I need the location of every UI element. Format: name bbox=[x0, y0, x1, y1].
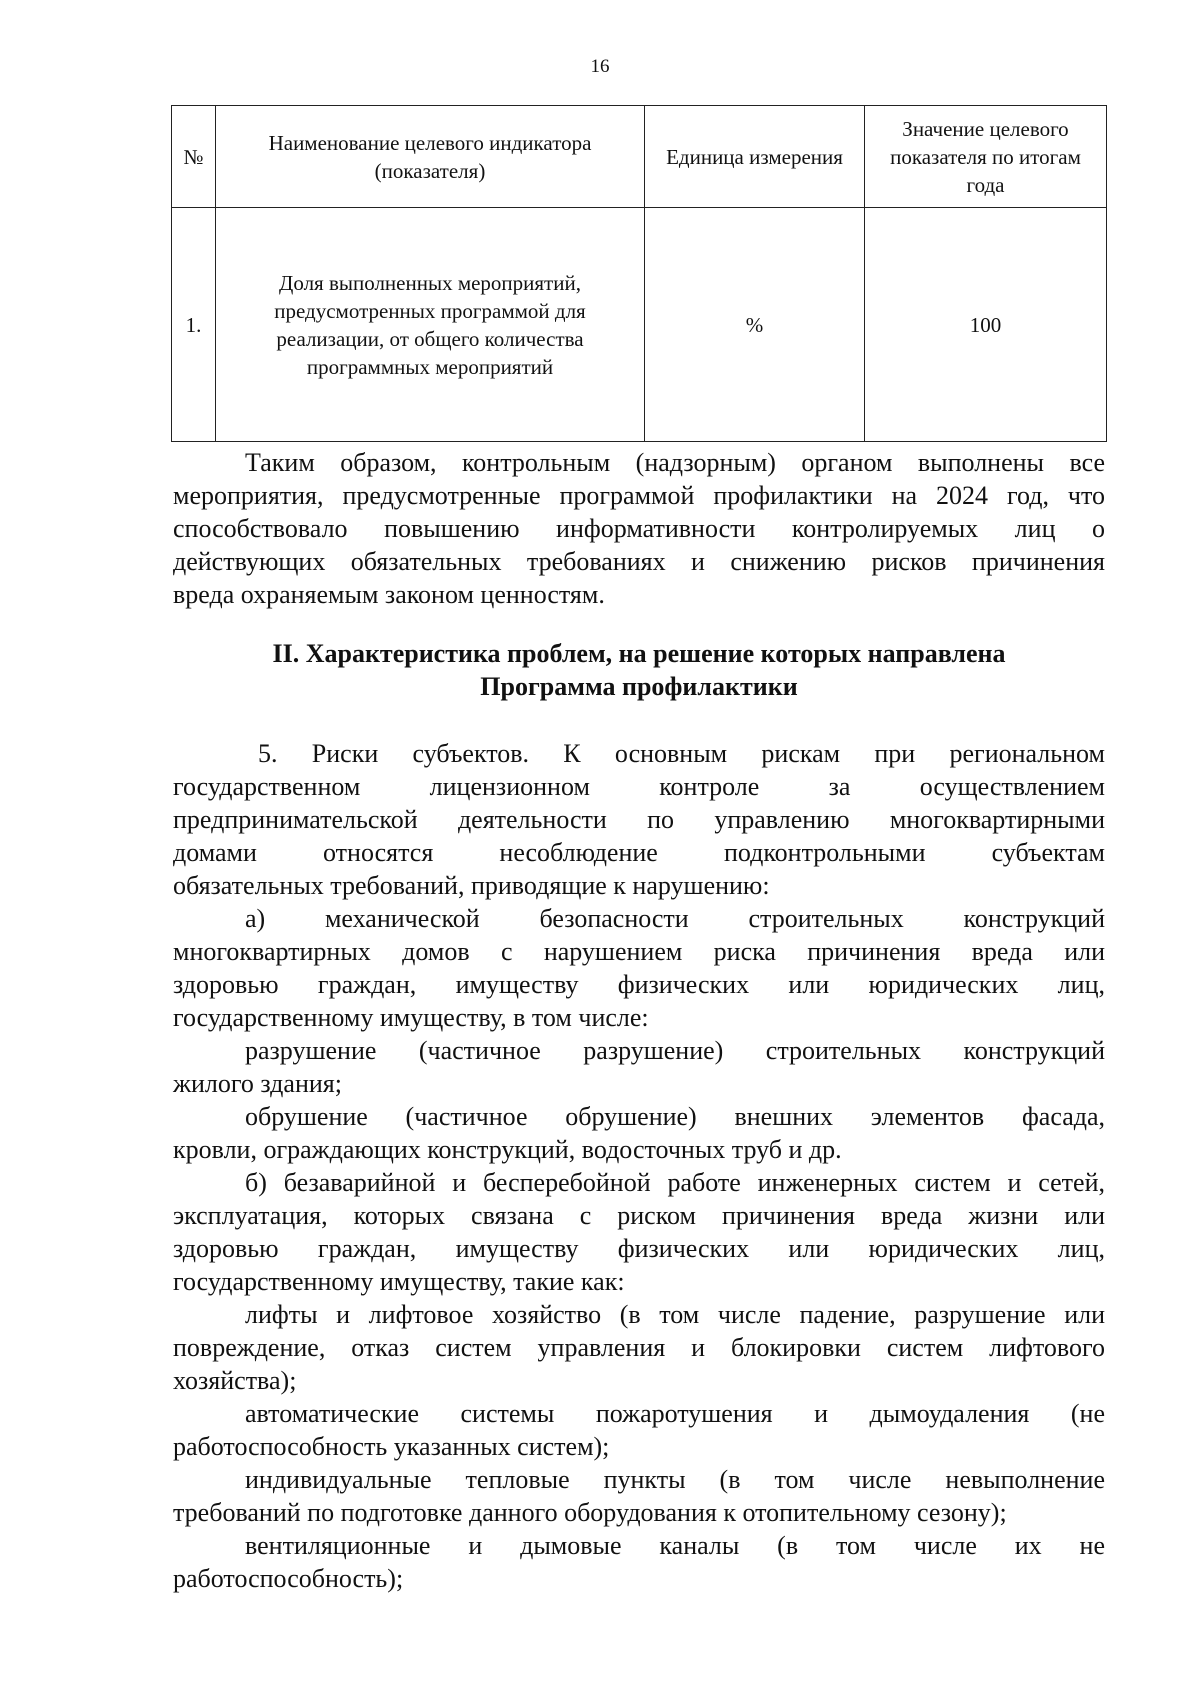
header-number: № bbox=[172, 106, 216, 208]
text-line: государственному имуществу, такие как: bbox=[173, 1267, 625, 1296]
text-line: Таким образом, контрольным (надзорным) органом выполнены все bbox=[245, 448, 1105, 477]
text-line: обрушение (частичное обрушение) внешних элементов фасада, bbox=[245, 1102, 1105, 1131]
text-line: здоровью граждан, имуществу физических или юридических лиц, bbox=[173, 1234, 1105, 1263]
text-line: государственному имуществу, в том числе: bbox=[173, 1003, 649, 1032]
text-line: мероприятия, предусмотренные программой профилактики на 2024 год, что bbox=[173, 481, 1105, 510]
text-line: кровли, ограждающих конструкций, водосточных труб и др. bbox=[173, 1135, 842, 1164]
text-line: а) механической безопасности строительных конструкций bbox=[245, 904, 1105, 933]
text-line: 5. Риски субъектов. К основным рискам при региональном bbox=[258, 739, 1105, 768]
row-indicator-name: Доля выполненных мероприятий, предусмотренных программой для реализации, от общего количества программных мероприятий bbox=[216, 208, 645, 442]
text-line: государственном лицензионном контроле за осуществлением bbox=[173, 772, 1105, 801]
heading-line: II. Характеристика проблем, на решение которых направлена bbox=[272, 639, 1006, 668]
text-line: домами относятся несоблюдение подконтрольными субъектам bbox=[173, 838, 1105, 867]
text-line: автоматические системы пожаротушения и дымоудаления (не bbox=[245, 1399, 1105, 1428]
text-line: хозяйства); bbox=[173, 1366, 297, 1395]
section-heading bbox=[173, 637, 1105, 703]
text-line: обязательных требований, приводящие к нарушению: bbox=[173, 871, 770, 900]
body-text bbox=[173, 737, 1105, 1595]
text-line: б) безаварийной и бесперебойной работе инженерных систем и сетей, bbox=[245, 1168, 1105, 1197]
row-number: 1. bbox=[172, 208, 216, 442]
summary-paragraph bbox=[173, 446, 1105, 611]
text-line: эксплуатация, которых связана с риском причинения вреда жизни или bbox=[173, 1201, 1105, 1230]
row-target-value: 100 bbox=[865, 208, 1107, 442]
heading-line: Программа профилактики bbox=[480, 672, 798, 701]
text-line: работоспособность указанных систем); bbox=[173, 1432, 610, 1461]
text-line: работоспособность); bbox=[173, 1564, 404, 1593]
page-number: 16 bbox=[590, 56, 610, 77]
text-line: лифты и лифтовое хозяйство (в том числе падение, разрушение или bbox=[245, 1300, 1105, 1329]
text-line: предпринимательской деятельности по управлению многоквартирными bbox=[173, 805, 1105, 834]
table-row bbox=[172, 208, 1107, 442]
text-line: многоквартирных домов с нарушением риска причинения вреда или bbox=[173, 937, 1105, 966]
text-line: требований по подготовке данного оборудования к отопительному сезону); bbox=[173, 1498, 1007, 1527]
row-unit: % bbox=[645, 208, 865, 442]
text-line: повреждение, отказ систем управления и блокировки систем лифтового bbox=[173, 1333, 1105, 1362]
text-line: действующих обязательных требованиях и снижению рисков причинения bbox=[173, 547, 1105, 576]
header-unit: Единица измерения bbox=[645, 106, 865, 208]
header-target-value: Значение целевого показателя по итогам года bbox=[865, 106, 1107, 208]
text-line: разрушение (частичное разрушение) строительных конструкций bbox=[245, 1036, 1105, 1065]
text-line: вентиляционные и дымовые каналы (в том числе их не bbox=[245, 1531, 1105, 1560]
text-line: вреда охраняемым законом ценностям. bbox=[173, 580, 605, 609]
text-line: здоровью граждан, имуществу физических или юридических лиц, bbox=[173, 970, 1105, 999]
text-line: жилого здания; bbox=[173, 1069, 342, 1098]
text-line: индивидуальные тепловые пункты (в том числе невыполнение bbox=[245, 1465, 1105, 1494]
table-header-row bbox=[172, 106, 1107, 208]
text-line: способствовало повышению информативности контролируемых лиц о bbox=[173, 514, 1105, 543]
target-indicators-table bbox=[171, 105, 1107, 442]
header-indicator-name: Наименование целевого индикатора (показателя) bbox=[216, 106, 645, 208]
